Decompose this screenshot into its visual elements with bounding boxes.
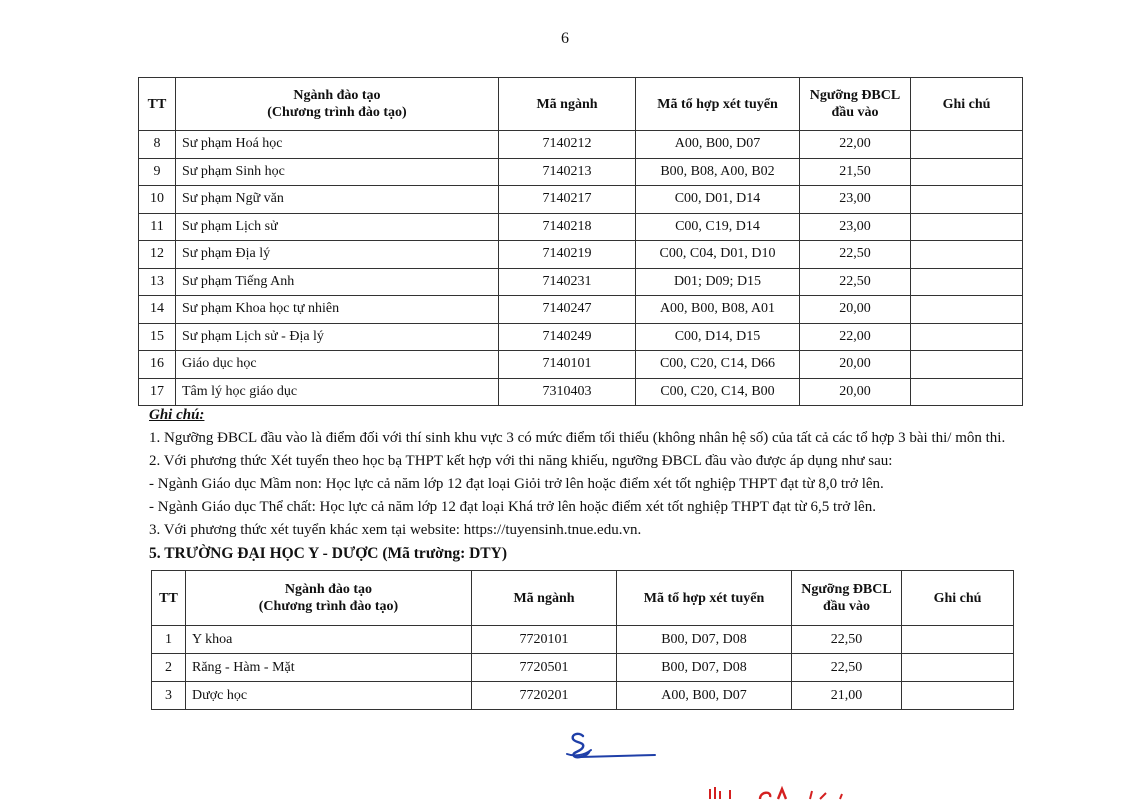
- note-line: 2. Với phương thức Xét tuyển theo học bạ THPT kết hợp với thi năng khiếu, ngưỡng ĐBCL đầu vào được áp dụng như sau:: [149, 453, 893, 469]
- page-number: 6: [561, 30, 569, 47]
- cell-threshold: 23,00: [800, 186, 911, 214]
- header-threshold: [800, 78, 911, 131]
- cell-note: [911, 268, 1023, 296]
- cell-threshold: 22,00: [800, 323, 911, 351]
- header-program-line2: (Chương trình đào tạo): [258, 599, 399, 614]
- cell-tt: 15: [139, 323, 176, 351]
- note-line: 3. Với phương thức xét tuyển khác xem tại website: https://tuyensinh.tnue.edu.vn.: [149, 522, 642, 538]
- cell-program-code: 7720201: [472, 682, 617, 710]
- cell-program-name: Sư phạm Hoá học: [176, 131, 499, 159]
- cell-note: [902, 626, 1014, 654]
- header-tt: TT: [139, 78, 176, 131]
- cell-note: [902, 654, 1014, 682]
- cell-threshold: 22,50: [800, 241, 911, 269]
- cell-program-name: Răng - Hàm - Mặt: [186, 654, 472, 682]
- note-line: - Ngành Giáo dục Mầm non: Học lực cả năm lớp 12 đạt loại Giỏi trở lên hoặc điểm xét tốt nghiệp THPT đạt từ 8,0 trở lên.: [149, 476, 884, 492]
- cell-program-code: 7140212: [499, 131, 636, 159]
- cell-note: [911, 213, 1023, 241]
- cell-program-code: 7140249: [499, 323, 636, 351]
- table-row: [139, 323, 1023, 351]
- cell-combination: C00, D14, D15: [636, 323, 800, 351]
- header-threshold-line1: Ngưỡng ĐBCL: [809, 88, 901, 103]
- header-threshold: [792, 571, 902, 626]
- header-threshold-line2: đầu vào: [831, 105, 879, 120]
- cell-combination: B00, D07, D08: [617, 626, 792, 654]
- table-body: [152, 626, 1014, 710]
- cell-program-code: 7140247: [499, 296, 636, 324]
- header-program: [176, 78, 499, 131]
- cell-combination: C00, C20, C14, B00: [636, 378, 800, 406]
- cell-threshold: 20,00: [800, 296, 911, 324]
- cell-program-name: Giáo dục học: [176, 351, 499, 379]
- cell-threshold: 22,00: [800, 131, 911, 159]
- cell-threshold: 21,50: [800, 158, 911, 186]
- cell-note: [911, 378, 1023, 406]
- table-row: [139, 186, 1023, 214]
- header-threshold-line2: đầu vào: [822, 599, 871, 614]
- table-header-row: [139, 78, 1023, 131]
- cell-program-code: 7140231: [499, 268, 636, 296]
- header-program: [186, 571, 472, 626]
- cell-combination: C00, C20, C14, D66: [636, 351, 800, 379]
- cell-tt: 14: [139, 296, 176, 324]
- cell-program-name: Y khoa: [186, 626, 472, 654]
- cell-threshold: 23,00: [800, 213, 911, 241]
- cell-note: [911, 323, 1023, 351]
- cell-program-name: Sư phạm Sinh học: [176, 158, 499, 186]
- cell-tt: 9: [139, 158, 176, 186]
- cell-combination: C00, D01, D14: [636, 186, 800, 214]
- cell-combination: B00, D07, D08: [617, 654, 792, 682]
- table-row: [139, 268, 1023, 296]
- cell-threshold: 21,00: [792, 682, 902, 710]
- header-tt: TT: [152, 571, 186, 626]
- cell-program-name: Sư phạm Địa lý: [176, 241, 499, 269]
- header-program-line1: Ngành đào tạo: [293, 88, 381, 103]
- header-combo: Mã tổ hợp xét tuyển: [617, 571, 792, 626]
- cell-tt: 2: [152, 654, 186, 682]
- cell-program-name: Tâm lý học giáo dục: [176, 378, 499, 406]
- header-program-line1: Ngành đào tạo: [284, 582, 373, 597]
- cell-combination: A00, B00, B08, A01: [636, 296, 800, 324]
- table-row: [152, 682, 1014, 710]
- cell-note: [911, 296, 1023, 324]
- cell-program-name: Sư phạm Lịch sử - Địa lý: [176, 323, 499, 351]
- signature-mark: [565, 730, 660, 766]
- cell-tt: 11: [139, 213, 176, 241]
- cell-program-name: Dược học: [186, 682, 472, 710]
- cell-program-code: 7720101: [472, 626, 617, 654]
- cell-program-name: Sư phạm Lịch sử: [176, 213, 499, 241]
- table-row: [152, 626, 1014, 654]
- cell-note: [911, 186, 1023, 214]
- header-code: Mã ngành: [499, 78, 636, 131]
- cell-note: [911, 158, 1023, 186]
- cell-combination: A00, B00, D07: [636, 131, 800, 159]
- header-code: Mã ngành: [472, 571, 617, 626]
- table-row: [139, 241, 1023, 269]
- cell-tt: 1: [152, 626, 186, 654]
- cell-tt: 12: [139, 241, 176, 269]
- cell-tt: 13: [139, 268, 176, 296]
- section-heading: 5. TRƯỜNG ĐẠI HỌC Y - DƯỢC (Mã trường: DTY): [149, 545, 507, 562]
- cell-program-name: Sư phạm Tiếng Anh: [176, 268, 499, 296]
- cell-program-code: 7720501: [472, 654, 617, 682]
- cell-program-code: 7140219: [499, 241, 636, 269]
- cell-tt: 8: [139, 131, 176, 159]
- notes-block: [149, 404, 1049, 542]
- cell-threshold: 22,50: [800, 268, 911, 296]
- cell-combination: C00, C19, D14: [636, 213, 800, 241]
- note-line: 1. Ngưỡng ĐBCL đầu vào là điểm đối với thí sinh khu vực 3 có mức điểm tối thiểu (không nhân hệ số) của tất cả các tổ hợp 3 bài thi/ môn thi.: [149, 430, 1006, 446]
- header-threshold-line1: Ngưỡng ĐBCL: [801, 582, 892, 597]
- cell-program-code: 7140101: [499, 351, 636, 379]
- cell-note: [911, 351, 1023, 379]
- cell-threshold: 22,50: [792, 626, 902, 654]
- table-row: [152, 654, 1014, 682]
- cell-program-name: Sư phạm Khoa học tự nhiên: [176, 296, 499, 324]
- cell-note: [911, 131, 1023, 159]
- cell-program-code: 7140218: [499, 213, 636, 241]
- header-combo: Mã tổ hợp xét tuyển: [636, 78, 800, 131]
- header-note: Ghi chú: [911, 78, 1023, 131]
- cell-note: [902, 682, 1014, 710]
- note-line: - Ngành Giáo dục Thể chất: Học lực cả năm lớp 12 đạt loại Khá trở lên hoặc điểm xét tốt nghiệp THPT đạt từ 6,5 trở lên.: [149, 499, 876, 515]
- stamp-mark: [700, 785, 860, 800]
- table-row: [139, 158, 1023, 186]
- cell-threshold: 22,50: [792, 654, 902, 682]
- cell-combination: A00, B00, D07: [617, 682, 792, 710]
- cell-note: [911, 241, 1023, 269]
- cell-program-name: Sư phạm Ngữ văn: [176, 186, 499, 214]
- cell-tt: 3: [152, 682, 186, 710]
- cell-program-code: 7310403: [499, 378, 636, 406]
- cell-tt: 16: [139, 351, 176, 379]
- table-body: [139, 131, 1023, 406]
- cell-program-code: 7140217: [499, 186, 636, 214]
- cell-tt: 10: [139, 186, 176, 214]
- header-program-line2: (Chương trình đào tạo): [267, 105, 407, 120]
- table-row: [139, 131, 1023, 159]
- cell-program-code: 7140213: [499, 158, 636, 186]
- table-row: [139, 378, 1023, 406]
- notes-title: Ghi chú:: [149, 407, 205, 423]
- table-row: [139, 351, 1023, 379]
- cell-tt: 17: [139, 378, 176, 406]
- admission-table-1: [138, 77, 1023, 406]
- cell-combination: B00, B08, A00, B02: [636, 158, 800, 186]
- table-header-row: [152, 571, 1014, 626]
- table-row: [139, 213, 1023, 241]
- header-note: Ghi chú: [902, 571, 1014, 626]
- admission-table-2: [151, 570, 1014, 710]
- cell-combination: C00, C04, D01, D10: [636, 241, 800, 269]
- cell-threshold: 20,00: [800, 378, 911, 406]
- table-row: [139, 296, 1023, 324]
- cell-combination: D01; D09; D15: [636, 268, 800, 296]
- cell-threshold: 20,00: [800, 351, 911, 379]
